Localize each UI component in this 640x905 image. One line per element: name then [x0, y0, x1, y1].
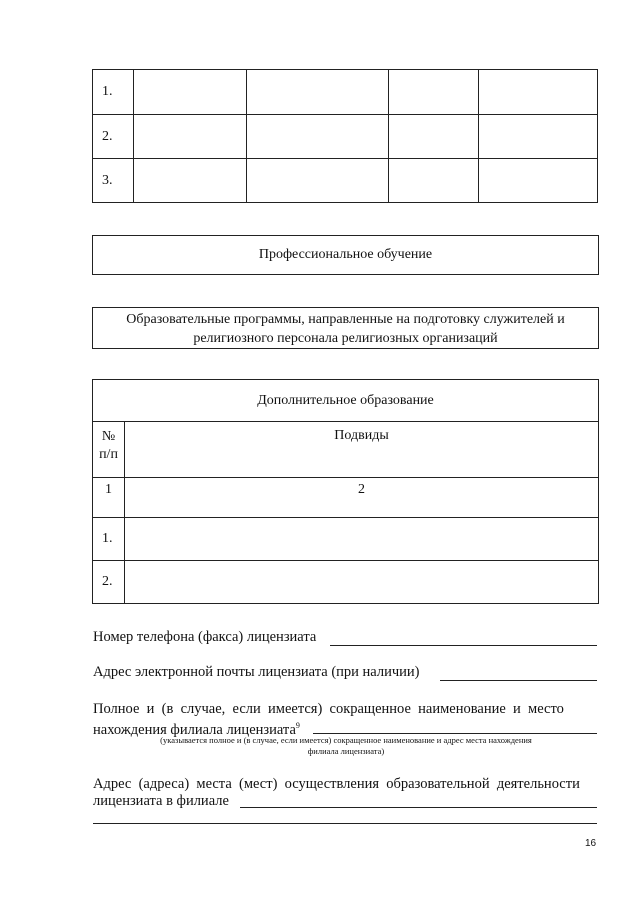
column-header-number: [93, 422, 125, 478]
table-row: [93, 518, 599, 561]
row-number: 2.: [93, 115, 134, 159]
address-line1: Адрес (адреса) места (мест) осуществления образовательной деятельности: [93, 776, 580, 792]
table-cell[interactable]: [479, 70, 598, 115]
table-cell[interactable]: [389, 159, 479, 203]
table-title: Дополнительное образование: [93, 380, 599, 422]
religious-programs-line2: религиозного персонала религиозных организаций: [193, 331, 498, 346]
footnote-marker: 9: [295, 721, 300, 730]
index-cell-number: 1: [93, 478, 125, 518]
table-row: [93, 561, 599, 604]
table-cell[interactable]: [125, 518, 599, 561]
religious-programs-box: [92, 307, 599, 349]
religious-programs-line1: Образовательные программы, направленные на подготовку служителей и: [126, 312, 565, 327]
additional-education-table: [92, 379, 599, 604]
table-header-row: [93, 422, 599, 478]
table-cell[interactable]: [134, 159, 247, 203]
table-cell[interactable]: [247, 70, 389, 115]
professional-training-label: Профессиональное обучение: [258, 247, 433, 262]
email-label: Адрес электронной почты лицензиата (при наличии): [93, 664, 420, 680]
branch-input-line[interactable]: [313, 733, 597, 734]
table-cell[interactable]: [247, 115, 389, 159]
phone-label: Номер телефона (факса) лицензиата: [93, 629, 317, 645]
row-number: 1.: [93, 518, 125, 561]
row-number: 2.: [93, 561, 125, 604]
table-cell[interactable]: [134, 115, 247, 159]
branch-note: [93, 735, 599, 757]
address-line2: [93, 792, 229, 810]
branch-label: нахождения филиала лицензиата: [93, 721, 296, 738]
table-index-row: [93, 478, 599, 518]
table-cell[interactable]: [247, 159, 389, 203]
table-cell[interactable]: [125, 561, 599, 604]
address-input-line[interactable]: [240, 807, 597, 808]
address-input-line-extra[interactable]: [93, 823, 597, 824]
table-row: [93, 159, 598, 203]
table-cell[interactable]: [479, 159, 598, 203]
column-header-subtypes: Подвиды: [125, 422, 599, 478]
table-cell[interactable]: [479, 115, 598, 159]
page-number: 16: [585, 838, 597, 849]
phone-input-line[interactable]: [330, 645, 597, 646]
row-number: 1.: [93, 70, 134, 115]
table-row: [93, 70, 598, 115]
column-header-number-sign: №: [101, 429, 116, 444]
address-label: лицензиата в филиале: [93, 793, 229, 809]
column-header-number-pp: п/п: [99, 447, 118, 462]
branch-note-line1: (указывается полное и (в случае, если имеется) сокращенное наименование и адрес места нахождения: [160, 735, 532, 745]
table-cell[interactable]: [389, 115, 479, 159]
table-cell[interactable]: [389, 70, 479, 115]
email-input-line[interactable]: [440, 680, 597, 681]
phone-field-row: [93, 628, 316, 646]
table-cell[interactable]: [134, 70, 247, 115]
index-cell-subtypes: 2: [125, 478, 599, 518]
email-field-row: [93, 663, 420, 681]
professional-training-box: [92, 235, 599, 275]
top-table: [92, 69, 598, 203]
table-title-row: [93, 380, 599, 422]
row-number: 3.: [93, 159, 134, 203]
branch-note-line2: филиала лицензиата): [307, 746, 385, 756]
branch-name-line1: Полное и (в случае, если имеется) сокращенное наименование и место: [93, 701, 564, 717]
table-row: [93, 115, 598, 159]
